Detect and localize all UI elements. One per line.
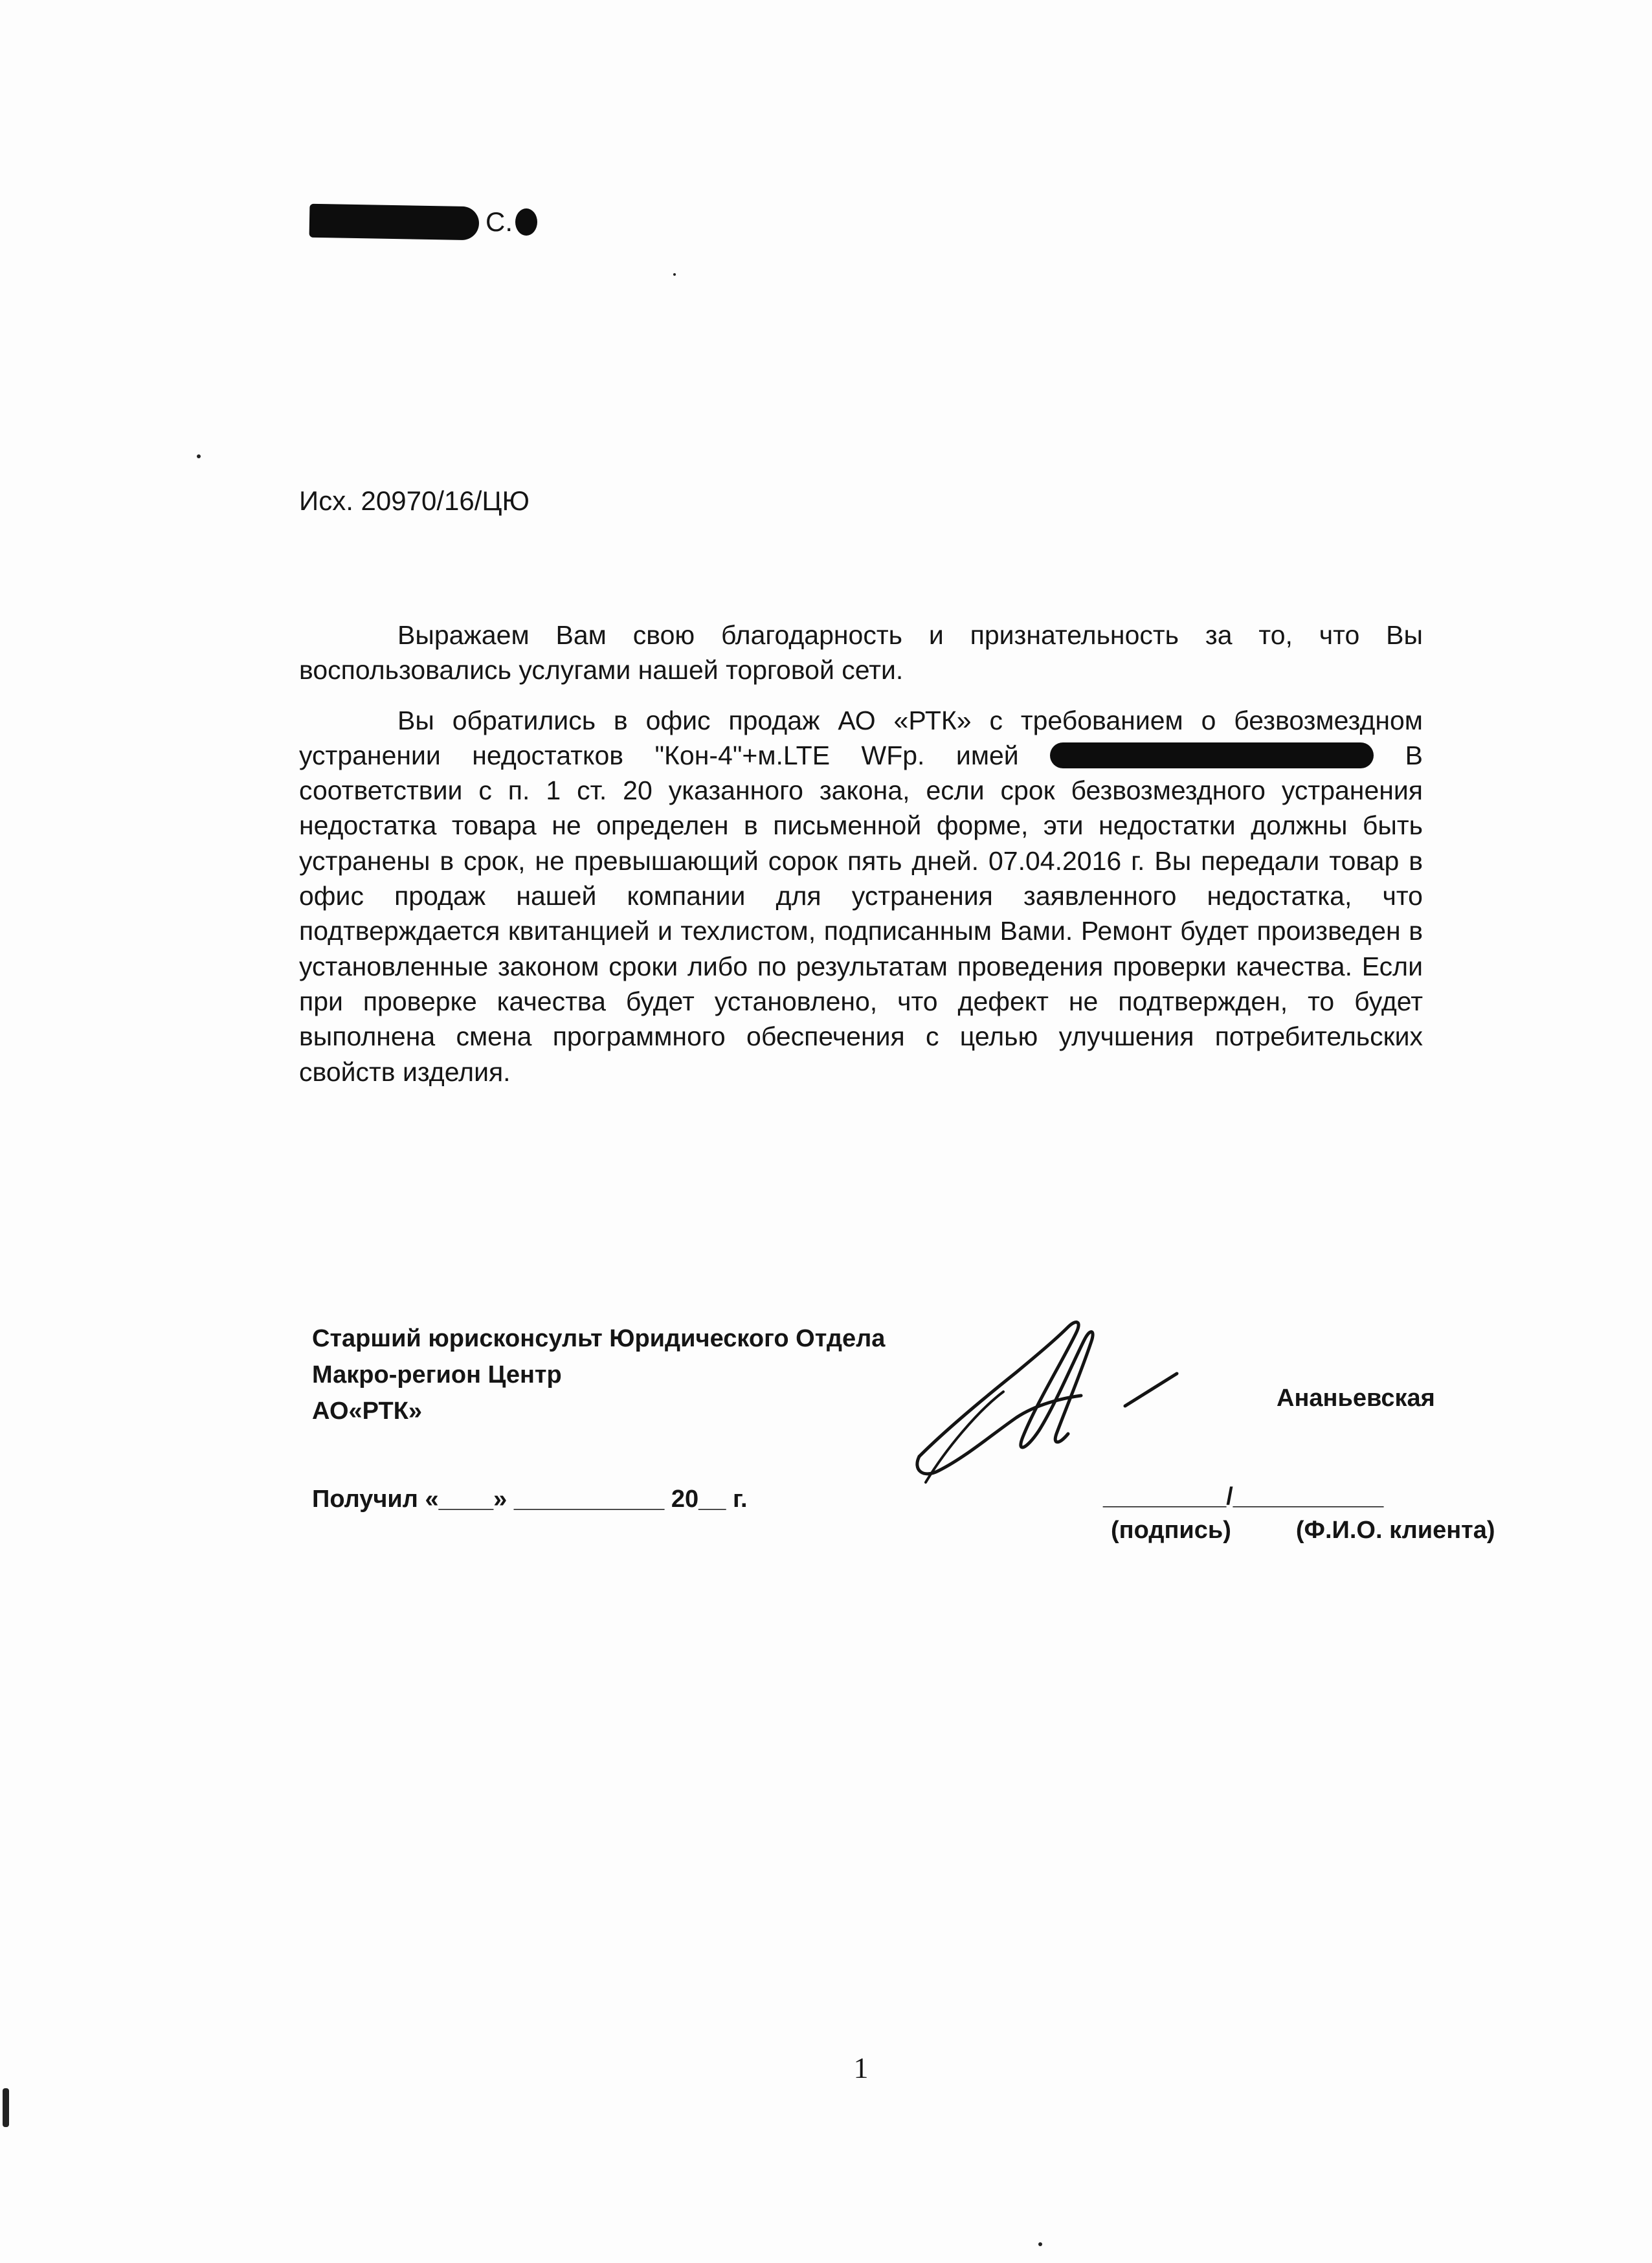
- redacted-initial: [515, 208, 537, 236]
- letter-body: [299, 618, 1423, 1089]
- signatory-company: АО«РТК»: [312, 1398, 423, 1425]
- signatory-position: Старший юрисконсульт Юридического Отдела: [312, 1325, 886, 1352]
- body-paragraph-main-start: Вы обратились в офис продаж АО «РТК» с требованием о безвозмездном устранении недостатков "Кон-4"+м.LTE WFр. имей: [299, 705, 1423, 770]
- body-paragraph-main-rest: В соответствии с п. 1 ст. 20 указанного закона, если срок безвозмездного устранения недостатка товара не определен в письменной форме, эти недостатки должны быть устранены в срок, не превышающий сорок пять дней. 07.04.2016 г. Вы передали товар в офис продаж нашей компании для устранения заявленного недостатка, что подтверждается квитанцией и техлистом, подписанным Вами. Ремонт будет произведен в установленные законом сроки либо по результатам проведения проверки качества. Если при проверке качества будет установлено, что дефект не подтвержден, то будет выполнена смена программного обеспечения с целью улучшения потребительских свойств изделия.: [299, 740, 1423, 1087]
- page-number: 1: [853, 2051, 869, 2084]
- outgoing-number: Исх. 20970/16/ЦЮ: [299, 485, 530, 516]
- scan-speck: [197, 454, 201, 458]
- received-line: Получил «____» ___________ 20__ г.: [312, 1486, 748, 1513]
- scan-speck: [3, 2088, 9, 2127]
- signatory-name: Ананьевская: [1277, 1385, 1435, 1412]
- signature-lines: _________/___________: [1103, 1483, 1384, 1510]
- body-paragraph-main: [299, 703, 1423, 1089]
- handwritten-signature: [906, 1301, 1217, 1495]
- recipient-line: [309, 199, 537, 245]
- recipient-initial: С.: [486, 206, 513, 237]
- scan-speck: [673, 273, 676, 276]
- redacted-surname: [309, 204, 480, 241]
- signatory-region: Макро-регион Центр: [312, 1361, 562, 1388]
- redacted-imei: [1050, 742, 1374, 768]
- caption-client-name: (Ф.И.О. клиента): [1295, 1517, 1495, 1544]
- scan-speck: [1038, 2242, 1042, 2246]
- signature-captions: [1111, 1512, 1495, 1548]
- caption-signature: (подпись): [1111, 1517, 1231, 1544]
- body-paragraph-thanks: Выражаем Вам свою благодарность и признательность за то, что Вы воспользовались услугами нашей торговой сети.: [299, 620, 1423, 686]
- signatory-block: [312, 1321, 885, 1429]
